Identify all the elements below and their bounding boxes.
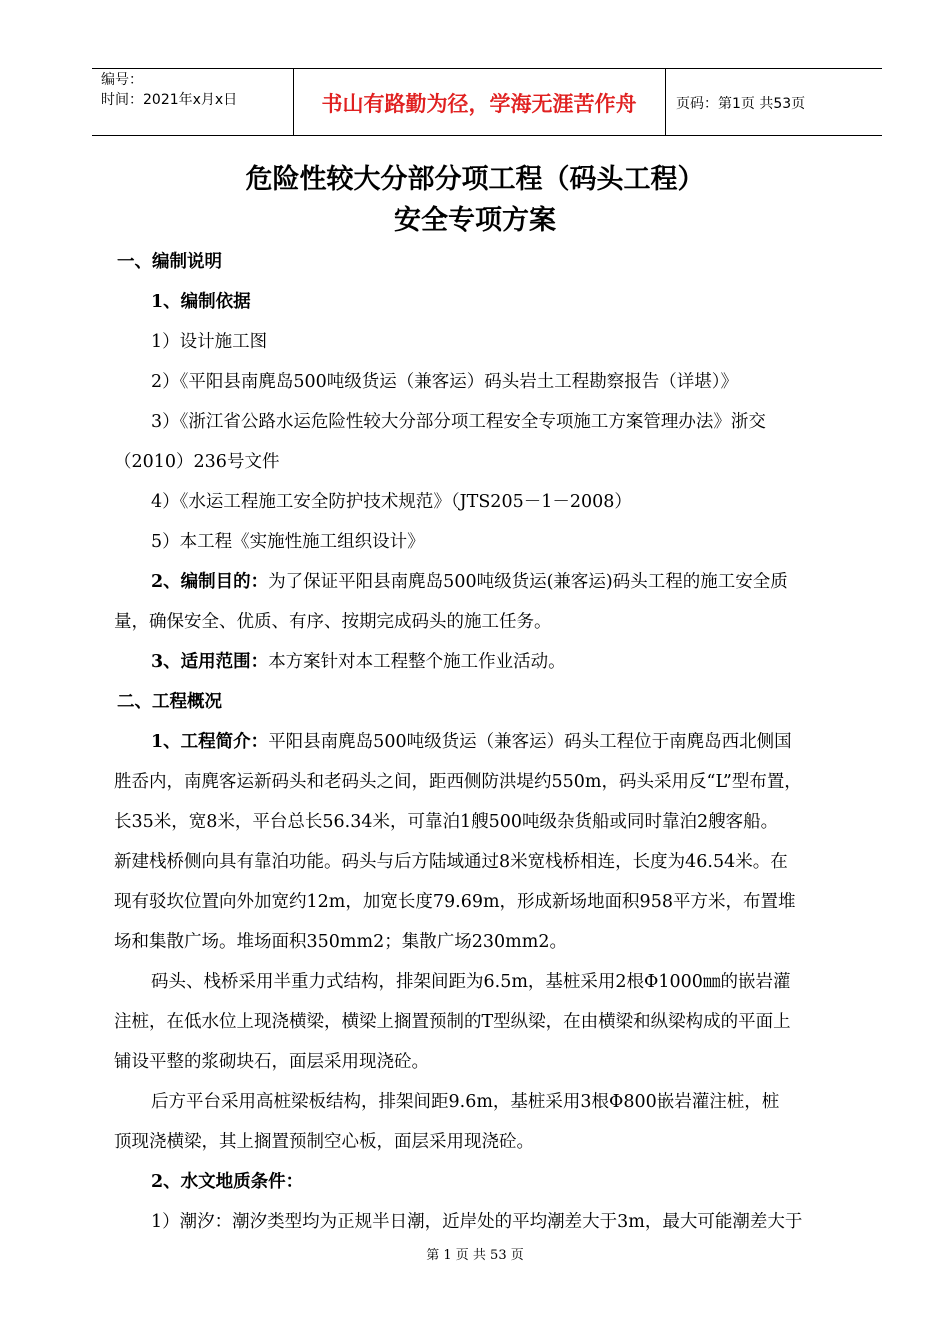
header-time-label: 时间：2021年x月x日 xyxy=(101,92,238,108)
scope-label: 3、适用范围： xyxy=(151,652,269,672)
purpose-label: 2、编制目的： xyxy=(151,572,269,592)
overview-paragraph-line1 xyxy=(151,730,792,754)
overview-label: 1、工程简介： xyxy=(151,732,269,752)
header-bottom-rule xyxy=(92,135,882,136)
section-1-heading: 一、编制说明 xyxy=(117,252,222,272)
overview-paragraph-line3: 长35米，宽8米，平台总长56.34米，可靠泊1艘500吨级杂货船或同时靠泊2艘客船。 xyxy=(114,812,779,832)
tide-item-1: 1）潮汐：潮汐类型均为正规半日潮，近岸处的平均潮差大于3m，最大可能潮差大于 xyxy=(151,1212,803,1232)
basis-item-2: 2）《平阳县南麂岛500吨级货运（兼客运）码头岩土工程勘察报告（详堪）》 xyxy=(151,372,739,392)
structure-paragraph-line2: 注桩，在低水位上现浇横梁，横梁上搁置预制的T型纵梁，在由横梁和纵梁构成的平面上 xyxy=(114,1012,791,1032)
basis-item-3-line2: （2010）236号文件 xyxy=(114,452,280,472)
structure-paragraph-line3: 铺设平整的浆砌块石，面层采用现浇砼。 xyxy=(114,1052,429,1072)
basis-item-3-line1: 3）《浙江省公路水运危险性较大分部分项工程安全专项施工方案管理办法》浙交 xyxy=(151,412,766,432)
rear-platform-paragraph-line2: 顶现浇横梁，其上搁置预制空心板，面层采用现浇砼。 xyxy=(114,1132,534,1152)
section-1-1-heading: 1、编制依据 xyxy=(151,292,251,312)
basis-item-4: 4）《水运工程施工安全防护技术规范》（JTS205－1－2008） xyxy=(151,492,632,512)
scope-text: 本方案针对本工程整个施工作业活动。 xyxy=(268,652,566,672)
header-number-label: 编号： xyxy=(101,72,143,88)
document-title-line2: 安全专项方案 xyxy=(394,205,556,236)
purpose-text: 为了保证平阳县南麂岛500吨级货运(兼客运)码头工程的施工安全质 xyxy=(268,572,788,592)
section-2-2-heading: 2、水文地质条件： xyxy=(151,1172,304,1192)
overview-paragraph-line4: 新建栈桥侧向具有靠泊功能。码头与后方陆域通过8米宽栈桥相连，长度为46.54米。在 xyxy=(114,852,788,872)
overview-paragraph-line5: 现有驳坎位置向外加宽约12m，加宽长度79.69m，形成新场地面积958平方米，布置堆 xyxy=(114,892,796,912)
section-2-heading: 二、工程概况 xyxy=(117,692,222,712)
header-motto: 书山有路勤为径，学海无涯苦作舟 xyxy=(321,92,637,116)
header-divider-right xyxy=(665,68,666,136)
basis-item-5: 5）本工程《实施性施工组织设计》 xyxy=(151,532,425,552)
scope-paragraph xyxy=(151,650,566,674)
purpose-paragraph-line2: 量，确保安全、优质、有序、按期完成码头的施工任务。 xyxy=(114,612,552,632)
structure-paragraph-line1: 码头、栈桥采用半重力式结构，排架间距为6.5m，基桩采用2根Φ1000㎜的嵌岩灌 xyxy=(151,972,791,992)
rear-platform-paragraph-line1: 后方平台采用高桩梁板结构，排架间距9.6m，基桩采用3根Φ800嵌岩灌注桩，桩 xyxy=(151,1092,780,1112)
purpose-paragraph-line1 xyxy=(151,570,788,594)
overview-text: 平阳县南麂岛500吨级货运（兼客运）码头工程位于南麂岛西北侧国 xyxy=(268,732,792,752)
header-top-rule xyxy=(92,68,882,69)
overview-paragraph-line6: 场和集散广场。堆场面积350mm2；集散广场230mm2。 xyxy=(114,932,567,952)
overview-paragraph-line2: 胜岙内，南麂客运新码头和老码头之间，距西侧防洪堤约550m，码头采用反“L”型布置， xyxy=(114,772,802,792)
basis-item-1: 1）设计施工图 xyxy=(151,332,268,352)
document-title-line1: 危险性较大分部分项工程（码头工程） xyxy=(245,164,705,195)
header-page-info: 页码：第1页 共53页 xyxy=(676,96,806,112)
page-footer: 第 1 页 共 53 页 xyxy=(426,1248,524,1263)
